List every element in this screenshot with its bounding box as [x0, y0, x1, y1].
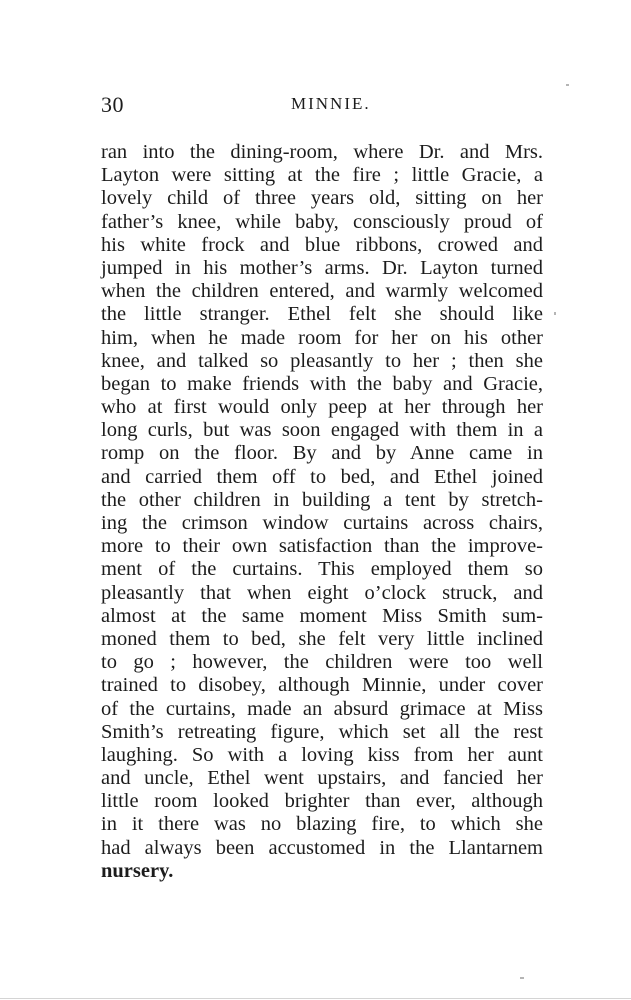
text-line: had always been accustomed in the Llantarnem: [101, 836, 543, 859]
text-line: knee, and talked so pleasantly to her ; then she: [101, 349, 543, 372]
text-line: ing the crimson window curtains across chairs,: [101, 512, 543, 534]
text-line: in it there was no blazing fire, to which she: [101, 813, 543, 836]
text-line: long curls, but was soon engaged with them in a: [101, 419, 543, 442]
text-line: his white frock and blue ribbons, crowed and: [101, 233, 543, 256]
text-line-last: nursery.: [101, 859, 174, 882]
text-line: pleasantly that when eight o’clock struck, and: [101, 581, 543, 604]
page-header: [101, 92, 541, 122]
text-line: of the curtains, made an absurd grimace at Miss: [101, 697, 543, 720]
page-edge-rule: [0, 998, 631, 999]
text-line: him, when he made room for her on his other: [101, 326, 543, 349]
text-line: who at first would only peep at her through her: [101, 396, 543, 419]
scan-speck: [566, 84, 569, 86]
text-line: father’s knee, while baby, consciously proud of: [101, 210, 543, 233]
text-line: moned them to bed, she felt very little inclined: [101, 627, 543, 650]
text-line: almost at the same moment Miss Smith sum-: [101, 604, 543, 627]
text-line: lovely child of three years old, sitting on her: [101, 187, 543, 210]
body-text: [101, 141, 543, 883]
text-line: laughing. So with a loving kiss from her aunt: [101, 743, 543, 766]
text-line: ran into the dining-room, where Dr. and Mrs.: [101, 141, 543, 163]
scan-speck: [520, 977, 524, 979]
text-line: Layton were sitting at the fire ; little Gracie, a: [101, 164, 543, 187]
text-line: and uncle, Ethel went upstairs, and fancied her: [101, 767, 543, 790]
text-line: trained to disobey, although Minnie, under cover: [101, 674, 543, 697]
text-line: to go ; however, the children were too well: [101, 651, 543, 674]
text-line: and carried them off to bed, and Ethel joined: [101, 465, 543, 488]
text-line: the little stranger. Ethel felt she should like: [101, 303, 543, 326]
text-line: jumped in his mother’s arms. Dr. Layton turned: [101, 256, 543, 279]
text-line: little room looked brighter than ever, although: [101, 790, 543, 813]
text-line: romp on the floor. By and by Anne came in: [101, 442, 543, 465]
text-line: when the children entered, and warmly welcomed: [101, 280, 543, 303]
text-line: began to make friends with the baby and Gracie,: [101, 372, 543, 395]
scan-speck: [554, 312, 556, 315]
text-line: the other children in building a tent by stretch-: [101, 488, 543, 511]
text-line: more to their own satisfaction than the improve-: [101, 535, 543, 558]
text-line: Smith’s retreating figure, which set all the rest: [101, 720, 543, 743]
running-head: MINNIE.: [291, 94, 371, 113]
page-number: 30: [101, 92, 124, 117]
text-line: ment of the curtains. This employed them so: [101, 558, 543, 581]
